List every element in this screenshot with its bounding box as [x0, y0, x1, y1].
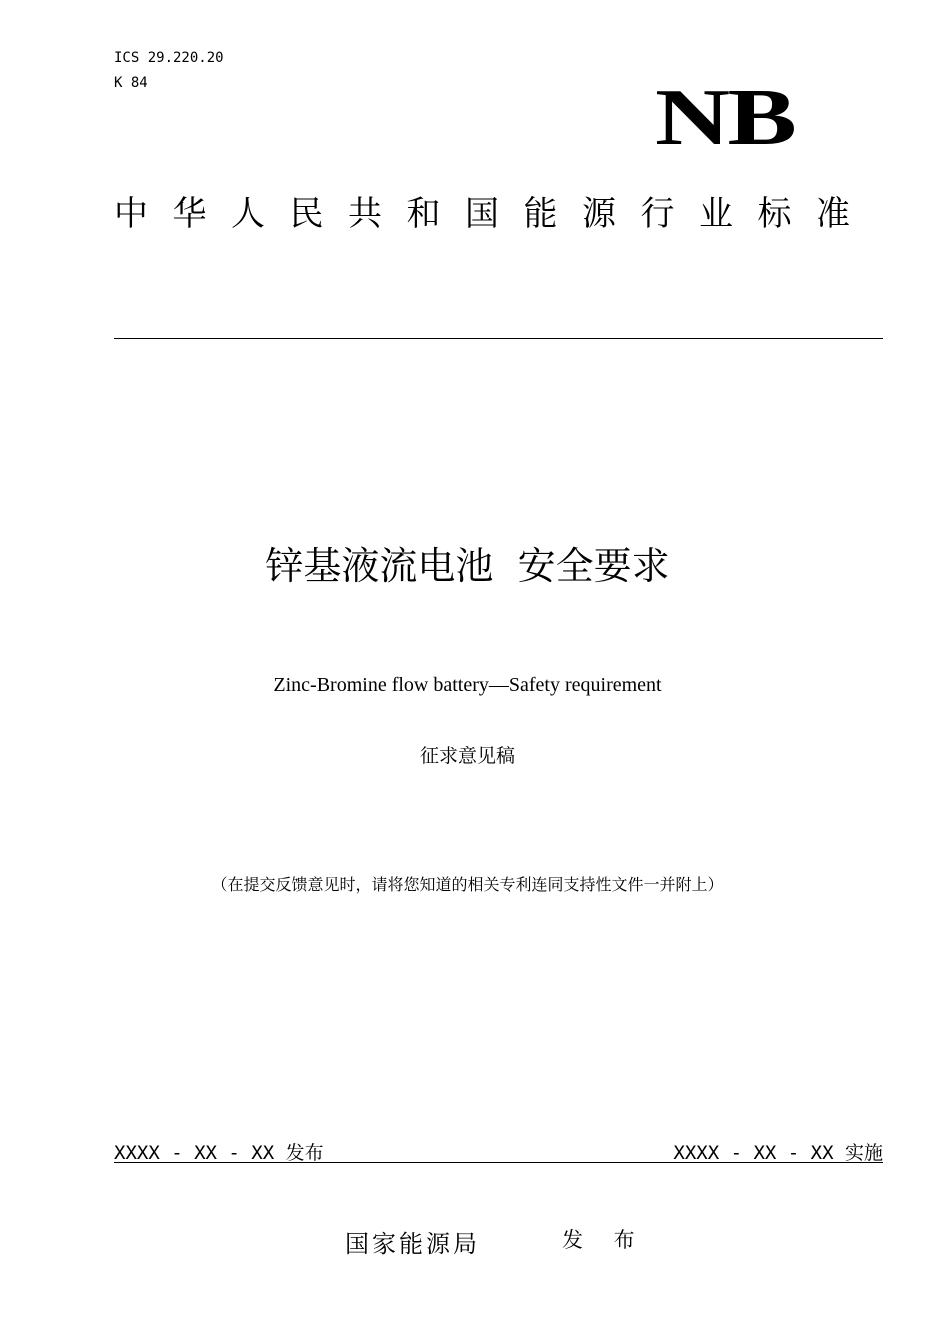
document-title-cn: 锌基液流电池 安全要求	[265, 544, 670, 588]
ics-code: ICS 29.220.20	[114, 50, 224, 66]
bottom-divider	[114, 1162, 883, 1163]
standard-title: 中华人民共和国能源行业标准	[114, 194, 875, 234]
draft-label: 征求意见稿	[419, 746, 515, 767]
patent-notice: （在提交反馈意见时，请将您知道的相关专利连同支持性文件一并附上）	[211, 877, 724, 894]
document-title-en: Zinc-Bromine flow battery—Safety requirement	[273, 674, 662, 696]
implement-date: XXXX - XX - XX 实施	[673, 1142, 883, 1164]
publish-date: XXXX - XX - XX 发布	[114, 1142, 324, 1164]
nb-logo: NB	[655, 74, 795, 162]
issuer-name: 国家能源局	[345, 1230, 480, 1258]
issue-label: 发 布	[562, 1228, 647, 1252]
top-divider	[114, 338, 883, 339]
classification-code: K 84	[114, 75, 148, 91]
